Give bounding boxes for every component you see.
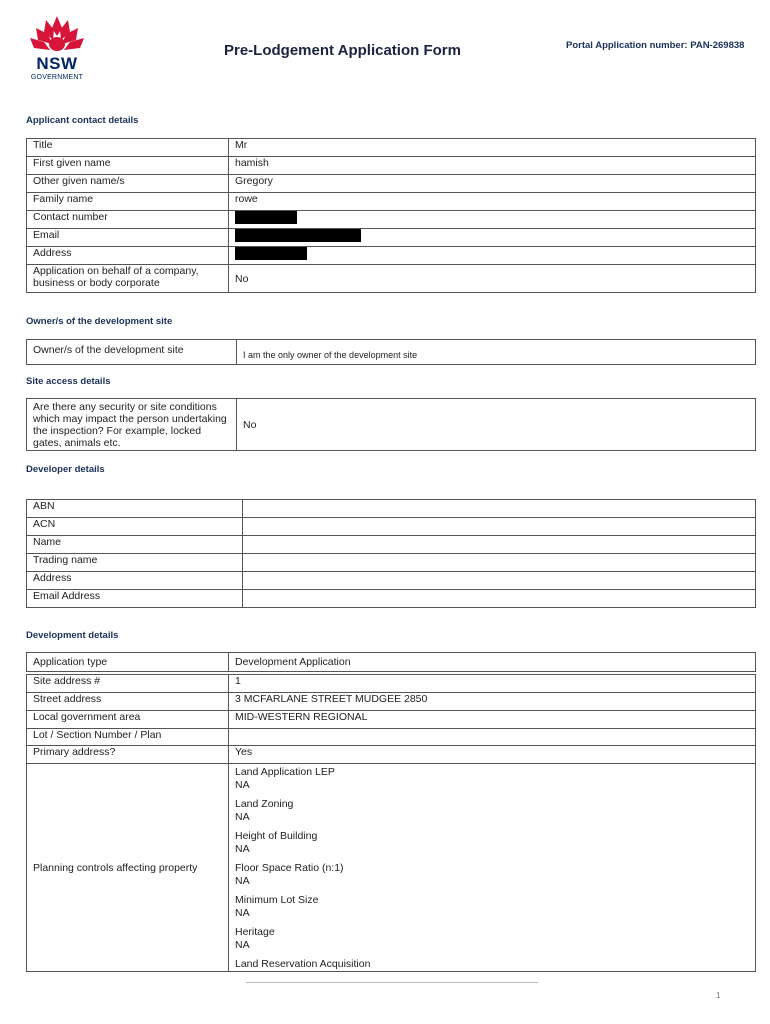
row-label: Contact number	[27, 211, 229, 229]
row-value: MID-WESTERN REGIONAL	[229, 711, 756, 729]
row-value	[243, 572, 756, 590]
row-label: Address	[27, 572, 243, 590]
table-row	[27, 572, 756, 590]
planning-item	[235, 766, 749, 792]
owners-table	[26, 339, 756, 365]
table-row	[27, 653, 756, 672]
footer-divider	[246, 982, 538, 983]
applicant-section-heading: Applicant contact details	[26, 115, 139, 126]
row-label: ACN	[27, 518, 243, 536]
row-value	[229, 211, 756, 229]
logo-government-text: GOVERNMENT	[30, 74, 84, 81]
planning-item-value: NA	[235, 843, 250, 855]
row-label: Application type	[27, 653, 229, 672]
development-table	[26, 674, 756, 972]
table-row	[27, 536, 756, 554]
row-value	[243, 500, 756, 518]
planning-item-name: Heritage	[235, 926, 275, 938]
application-type-table	[26, 652, 756, 672]
row-value: 1	[229, 675, 756, 693]
table-row	[27, 500, 756, 518]
row-label: Lot / Section Number / Plan	[27, 729, 229, 746]
row-label: Email	[27, 229, 229, 247]
table-row	[27, 229, 756, 247]
portal-application-number: Portal Application number: PAN-269838	[566, 40, 745, 51]
table-row	[27, 265, 756, 293]
planning-item-name: Height of Building	[235, 830, 318, 842]
row-label: Street address	[27, 693, 229, 711]
nsw-government-logo	[26, 14, 92, 84]
site-access-section-heading: Site access details	[26, 376, 111, 387]
table-row	[27, 746, 756, 764]
row-value: Development Application	[229, 653, 756, 672]
row-value: Yes	[229, 746, 756, 764]
logo-nsw-text: NSW	[36, 54, 78, 73]
redaction-bar	[235, 229, 361, 242]
table-row	[27, 211, 756, 229]
row-value	[243, 518, 756, 536]
row-label: Name	[27, 536, 243, 554]
row-value	[229, 229, 756, 247]
planning-item-name: Land Reservation Acquisition	[235, 958, 371, 970]
development-section-heading: Development details	[26, 630, 119, 641]
planning-item-value: NA	[235, 939, 250, 951]
row-label: Are there any security or site conditions which may impact the person undertaking the inspection? For example, locked gates, animals etc.	[27, 399, 237, 451]
table-row	[27, 340, 756, 365]
planning-item-name: Floor Space Ratio (n:1)	[235, 862, 344, 874]
planning-item	[235, 862, 749, 888]
table-row	[27, 693, 756, 711]
applicant-table	[26, 138, 756, 293]
table-row	[27, 554, 756, 572]
row-label: Address	[27, 247, 229, 265]
waratah-icon	[26, 14, 88, 54]
row-value	[243, 590, 756, 608]
row-label: Other given name/s	[27, 175, 229, 193]
row-value: I am the only owner of the development site	[237, 340, 756, 365]
row-label: Family name	[27, 193, 229, 211]
row-label: First given name	[27, 157, 229, 175]
row-label: Local government area	[27, 711, 229, 729]
row-value: No	[237, 399, 756, 451]
row-label: ABN	[27, 500, 243, 518]
row-value: hamish	[229, 157, 756, 175]
planning-item	[235, 926, 749, 952]
table-row	[27, 590, 756, 608]
row-label: Primary address?	[27, 746, 229, 764]
planning-item	[235, 958, 749, 971]
page-title: Pre-Lodgement Application Form	[224, 42, 461, 59]
row-label: Planning controls affecting property	[27, 764, 229, 972]
page-number: 1	[716, 991, 721, 1000]
redaction-bar	[235, 247, 307, 260]
row-label: Email Address	[27, 590, 243, 608]
table-row	[27, 399, 756, 451]
row-label: Site address #	[27, 675, 229, 693]
row-value	[243, 554, 756, 572]
developer-section-heading: Developer details	[26, 464, 105, 475]
planning-item-value: NA	[235, 779, 250, 791]
planning-item-name: Land Application LEP	[235, 766, 335, 778]
table-row	[27, 518, 756, 536]
site-access-table	[26, 398, 756, 451]
table-row	[27, 711, 756, 729]
planning-item-name: Minimum Lot Size	[235, 894, 319, 906]
row-value: rowe	[229, 193, 756, 211]
table-row	[27, 157, 756, 175]
planning-item	[235, 894, 749, 920]
owners-section-heading: Owner/s of the development site	[26, 316, 173, 327]
row-value: No	[229, 265, 756, 293]
row-label: Trading name	[27, 554, 243, 572]
row-label: Application on behalf of a company, business or body corporate	[27, 265, 229, 293]
table-row	[27, 193, 756, 211]
row-value	[229, 247, 756, 265]
row-label: Title	[27, 139, 229, 157]
table-row	[27, 139, 756, 157]
row-value: Mr	[229, 139, 756, 157]
row-value: Gregory	[229, 175, 756, 193]
planning-item-value: NA	[235, 907, 250, 919]
planning-controls-list	[229, 764, 756, 972]
row-value	[229, 729, 756, 746]
planning-item	[235, 830, 749, 856]
table-row	[27, 175, 756, 193]
row-value	[243, 536, 756, 554]
table-row	[27, 675, 756, 693]
table-row	[27, 247, 756, 265]
planning-item	[235, 798, 749, 824]
planning-item-value: NA	[235, 875, 250, 887]
planning-item-value: NA	[235, 811, 250, 823]
row-value: 3 MCFARLANE STREET MUDGEE 2850	[229, 693, 756, 711]
developer-table	[26, 499, 756, 608]
table-row	[27, 764, 756, 972]
planning-item-name: Land Zoning	[235, 798, 294, 810]
redaction-bar	[235, 211, 297, 224]
row-label: Owner/s of the development site	[27, 340, 237, 365]
table-row	[27, 729, 756, 746]
